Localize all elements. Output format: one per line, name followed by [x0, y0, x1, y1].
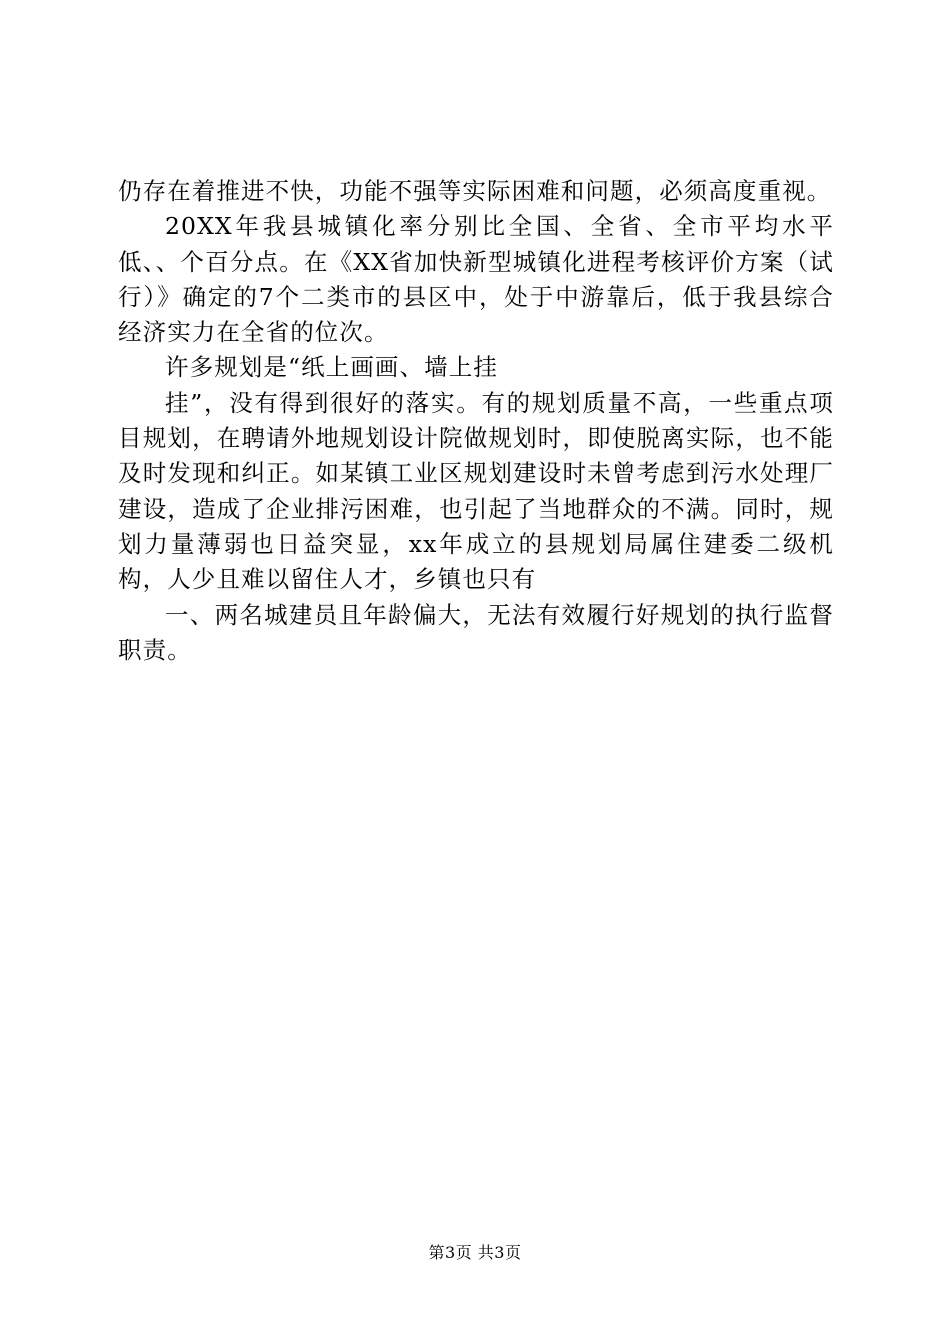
paragraph-1: 仍存在着推进不快，功能不强等实际困难和问题，必须高度重视。: [118, 177, 832, 205]
page-number-footer: 第3页 共3页: [428, 1243, 522, 1262]
document-body: [118, 174, 834, 668]
paragraph-5: 一、两名城建员且年龄偏大，无法有效履行好规划的执行监督职责。: [118, 600, 834, 664]
paragraph-4: 挂”，没有得到很好的落实。有的规划质量不高，一些重点项目规划，在聘请外地规划设计院做规划时，即使脱离实际，也不能及时发现和纠正。如某镇工业区规划建设时未曾考虑到污水处理厂建设，造成了企业排污困难，也引起了当地群众的不满。同时，规划力量薄弱也日益突显，xx年成立的县规划局属住建委二级机构，人少且难以留住人才，乡镇也只有: [118, 388, 834, 594]
paragraph-3: 许多规划是“纸上画画、墙上挂: [165, 353, 498, 382]
paragraph-2: 20XX年我县城镇化率分别比全国、全省、全市平均水平低、、个百分点。在《XX省加快新型城镇化进程考核评价方案（试行）》确定的7个二类市的县区中，处于中游靠后，低于我县综合经济实力在全省的位次。: [118, 212, 834, 347]
